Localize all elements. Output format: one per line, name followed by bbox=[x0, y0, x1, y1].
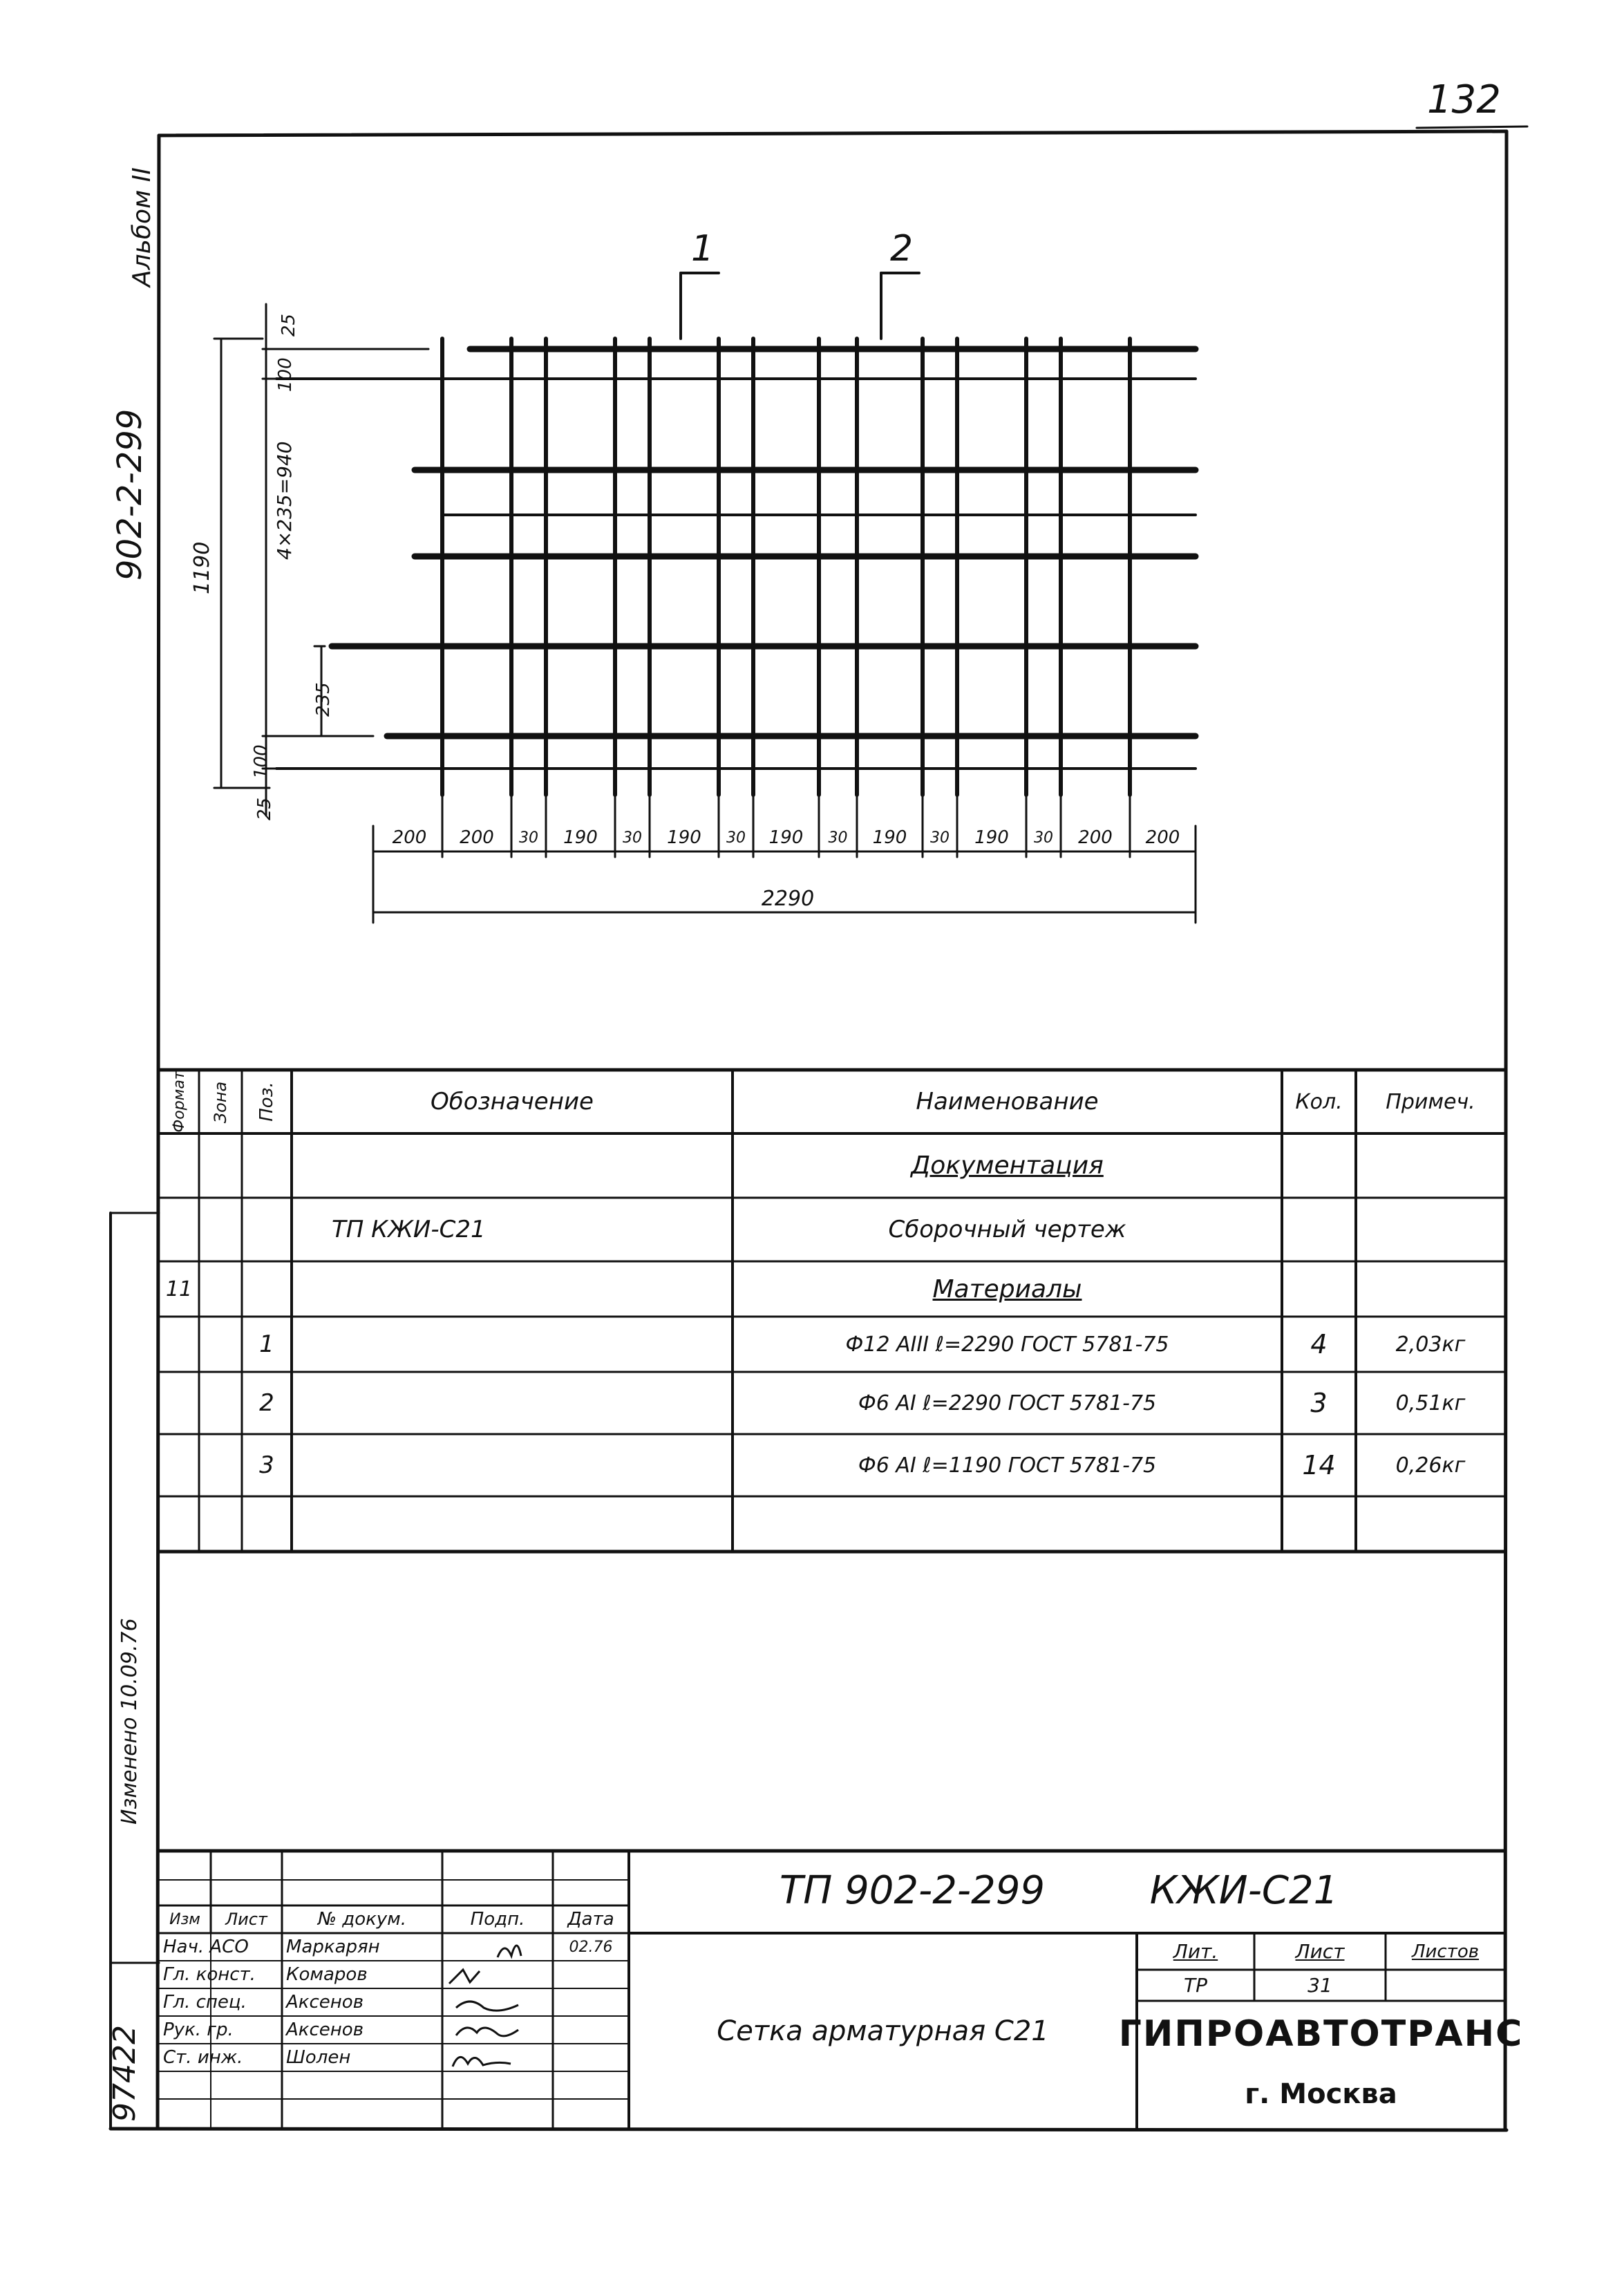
row-note: 2,03кг bbox=[1395, 1332, 1466, 1357]
person-name: Шолен bbox=[286, 2047, 351, 2068]
dim-100-top: 100 bbox=[275, 357, 296, 392]
callout-pos-1: 1 bbox=[691, 228, 715, 270]
dim-1190: 1190 bbox=[190, 541, 214, 594]
person-name: Аксенов bbox=[286, 2019, 364, 2040]
bottom-dim: 30 bbox=[930, 829, 950, 847]
col-sheet: Лист bbox=[225, 1910, 267, 1929]
dim-25-top: 25 bbox=[278, 313, 299, 337]
dim-total-2290: 2290 bbox=[761, 886, 815, 911]
col-doc-no: № докум. bbox=[317, 1909, 407, 1930]
drawing-title: Сетка арматурная С21 bbox=[717, 2015, 1049, 2047]
person-role: Гл. конст. bbox=[163, 1964, 256, 1985]
person-name: Аксенов bbox=[286, 1992, 364, 2013]
col-date: Дата bbox=[567, 1909, 614, 1930]
person-role: Гл. спец. bbox=[163, 1992, 247, 2013]
bottom-dim: 200 bbox=[460, 827, 494, 848]
bottom-dim: 200 bbox=[1145, 827, 1180, 848]
col-sign: Подп. bbox=[470, 1909, 525, 1930]
row-name-section: Материалы bbox=[932, 1274, 1082, 1303]
bottom-dim: 190 bbox=[872, 827, 907, 848]
bottom-dim: 30 bbox=[1034, 829, 1053, 847]
person-role: Рук. гр. bbox=[163, 2019, 234, 2040]
doc-code: ТП 902-2-299 bbox=[780, 1867, 1045, 1913]
doc-mark: КЖИ-С21 bbox=[1149, 1867, 1339, 1913]
row-format: 11 bbox=[165, 1277, 193, 1301]
page-number: 132 bbox=[1427, 77, 1501, 122]
bottom-dim: 200 bbox=[1078, 827, 1113, 848]
sheet-value: 31 bbox=[1307, 1974, 1332, 1997]
header-qty: Кол. bbox=[1295, 1089, 1343, 1114]
bottom-dim: 190 bbox=[563, 827, 598, 848]
row-name: Ф6 АI ℓ=1190 ГОСТ 5781-75 bbox=[858, 1453, 1157, 1478]
header-designation: Обозначение bbox=[431, 1088, 594, 1115]
row-pos: 3 bbox=[259, 1451, 274, 1479]
bottom-dim: 30 bbox=[519, 829, 538, 847]
lit-label: Лит. bbox=[1173, 1940, 1218, 1963]
bottom-dim: 190 bbox=[974, 827, 1009, 848]
person-role: Нач. АСО bbox=[163, 1937, 249, 1957]
header-format: Формат bbox=[170, 1071, 188, 1133]
side-album: Альбом II bbox=[128, 167, 156, 287]
side-change-note: Изменено 10.09.76 bbox=[117, 1618, 142, 1825]
dim-25-bottom: 25 bbox=[254, 797, 275, 820]
bottom-dim: 190 bbox=[667, 827, 701, 848]
bottom-dim: 30 bbox=[726, 829, 746, 847]
row-pos: 1 bbox=[259, 1330, 274, 1358]
row-qty: 3 bbox=[1310, 1388, 1328, 1418]
person-name: Комаров bbox=[286, 1964, 368, 1985]
bottom-dim: 30 bbox=[623, 829, 642, 847]
row-name: Сборочный чертеж bbox=[888, 1216, 1126, 1243]
sheets-label: Листов bbox=[1411, 1941, 1480, 1962]
header-zone: Зона bbox=[211, 1081, 230, 1124]
bottom-dim: 200 bbox=[392, 827, 427, 848]
dim-100-bottom: 100 bbox=[251, 744, 272, 779]
col-change: Изм bbox=[169, 1910, 200, 1928]
person-date: 02.76 bbox=[569, 1938, 613, 1956]
bottom-dim: 30 bbox=[828, 829, 848, 847]
side-inventory-number: 97422 bbox=[107, 2025, 142, 2122]
header-pos: Поз. bbox=[256, 1082, 277, 1122]
side-project-number: 902-2-299 bbox=[111, 408, 149, 581]
organization: ГИПРОАВТОТРАНС bbox=[1118, 2013, 1524, 2055]
dim-235: 235 bbox=[313, 682, 334, 717]
dim-4x235: 4×235=940 bbox=[273, 441, 296, 560]
row-name-section: Документация bbox=[911, 1151, 1104, 1180]
row-note: 0,26кг bbox=[1395, 1453, 1466, 1478]
callout-pos-2: 2 bbox=[890, 228, 914, 270]
row-pos: 2 bbox=[259, 1389, 274, 1417]
lit-value: ТР bbox=[1184, 1974, 1207, 1997]
row-designation: ТП КЖИ-С21 bbox=[332, 1216, 486, 1243]
bottom-dim: 190 bbox=[768, 827, 804, 848]
row-name: Ф12 АIII ℓ=2290 ГОСТ 5781-75 bbox=[845, 1332, 1169, 1357]
row-qty: 14 bbox=[1302, 1450, 1336, 1480]
header-note: Примеч. bbox=[1386, 1089, 1475, 1114]
header-name: Наименование bbox=[916, 1088, 1099, 1115]
person-name: Маркарян bbox=[286, 1937, 380, 1957]
row-note: 0,51кг bbox=[1395, 1391, 1466, 1415]
person-role: Ст. инж. bbox=[163, 2047, 243, 2068]
row-name: Ф6 АI ℓ=2290 ГОСТ 5781-75 bbox=[858, 1391, 1157, 1415]
row-qty: 4 bbox=[1310, 1329, 1328, 1359]
city: г. Москва bbox=[1245, 2078, 1397, 2110]
sheet-label: Лист bbox=[1295, 1940, 1345, 1963]
